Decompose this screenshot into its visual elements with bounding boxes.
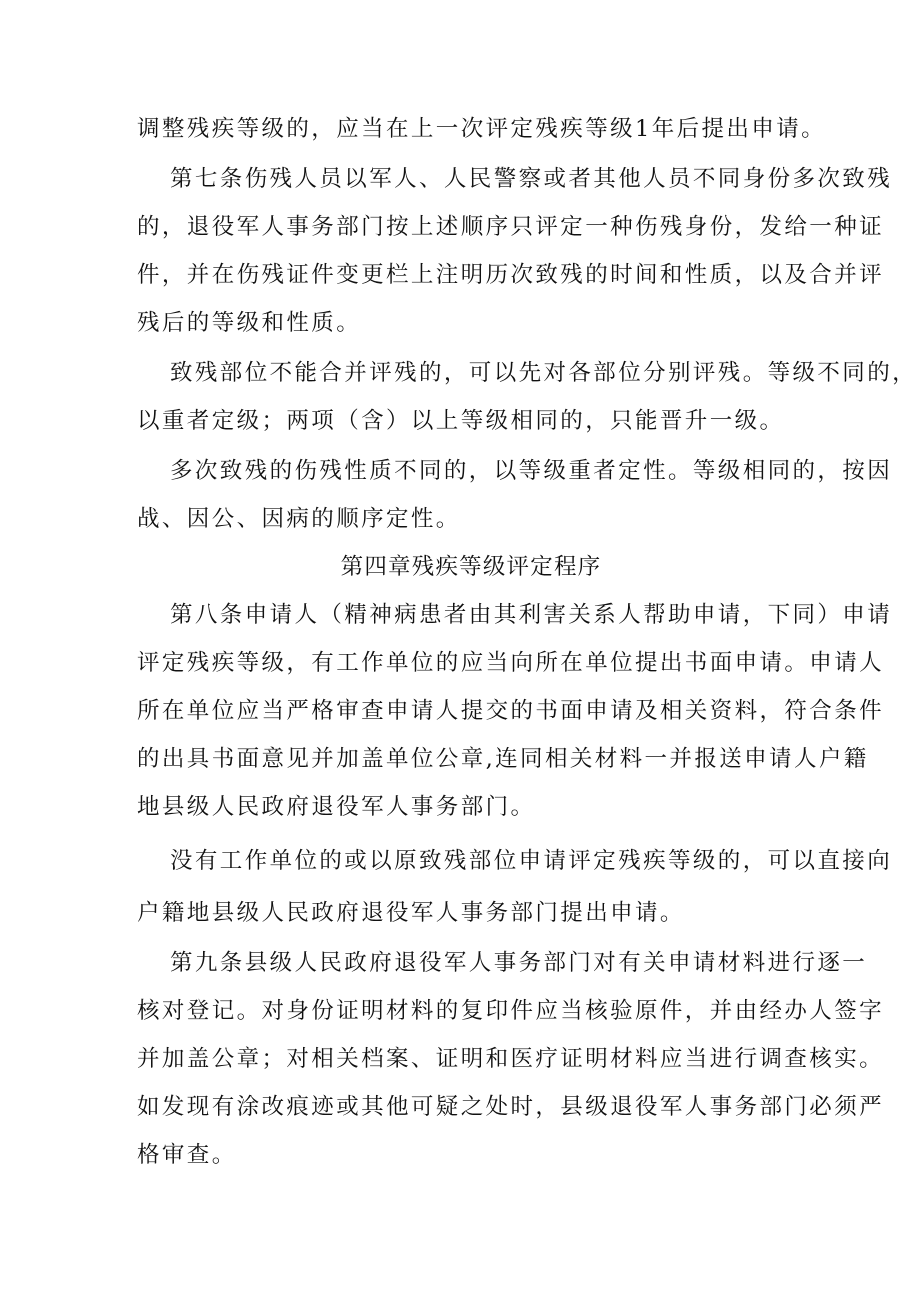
article-8-text: 第八条申请人（精神病患者由其利害关系人帮助申请，下同）申请 xyxy=(170,602,893,628)
paragraph-text: 致残部位不能合并评残的，可以先对各部位分别评残。等级不同的， xyxy=(170,360,918,386)
text-line: 的出具书面意见并加盖单位公章,连同相关材料一并报送申请人户籍 xyxy=(137,746,869,772)
text-line: 格审查。 xyxy=(137,1142,237,1168)
text-line: 战、因公、因病的顺序定性。 xyxy=(137,506,461,532)
text-line: 残后的等级和性质。 xyxy=(137,310,362,336)
text-line: 并加盖公章；对相关档案、证明和医疗证明材料应当进行调查核实。 xyxy=(137,1046,885,1072)
text-line: 如发现有涂改痕迹或其他可疑之处时，县级退役军人事务部门必须严 xyxy=(137,1094,885,1120)
article-7-text: 第七条伤残人员以军人、人民警察或者其他人员不同身份多次致残 xyxy=(170,166,893,192)
text-line: 地县级人民政府退役军人事务部门。 xyxy=(137,794,536,820)
text-line: 的，退役军人事务部门按上述顺序只评定一种伤残身份，发给一种证 xyxy=(137,214,885,240)
paragraph-text: 没有工作单位的或以原致残部位申请评定残疾等级的，可以直接向 xyxy=(170,848,893,874)
article-9-text: 第九条县级人民政府退役军人事务部门对有关申请材料进行逐一 xyxy=(170,950,868,976)
chapter-heading: 第四章残疾等级评定程序 xyxy=(340,554,602,580)
text-line: 核对登记。对身份证明材料的复印件应当核验原件，并由经办人签字 xyxy=(137,998,885,1024)
text-line: 调整残疾等级的，应当在上一次评定残疾等级1年后提出申请。 xyxy=(137,116,827,142)
text-line: 所在单位应当严格审查申请人提交的书面申请及相关资料，符合条件 xyxy=(137,698,885,724)
text-line: 评定残疾等级，有工作单位的应当向所在单位提出书面申请。申请人 xyxy=(137,650,885,676)
paragraph-text: 多次致残的伤残性质不同的，以等级重者定性。等级相同的，按因 xyxy=(170,458,893,484)
text-line: 件，并在伤残证件变更栏上注明历次致残的时间和性质，以及合并评 xyxy=(137,262,885,288)
text-line: 以重者定级；两项（含）以上等级相同的，只能晋升一级。 xyxy=(137,408,785,434)
text-line: 户籍地县级人民政府退役军人事务部门提出申请。 xyxy=(137,900,685,926)
